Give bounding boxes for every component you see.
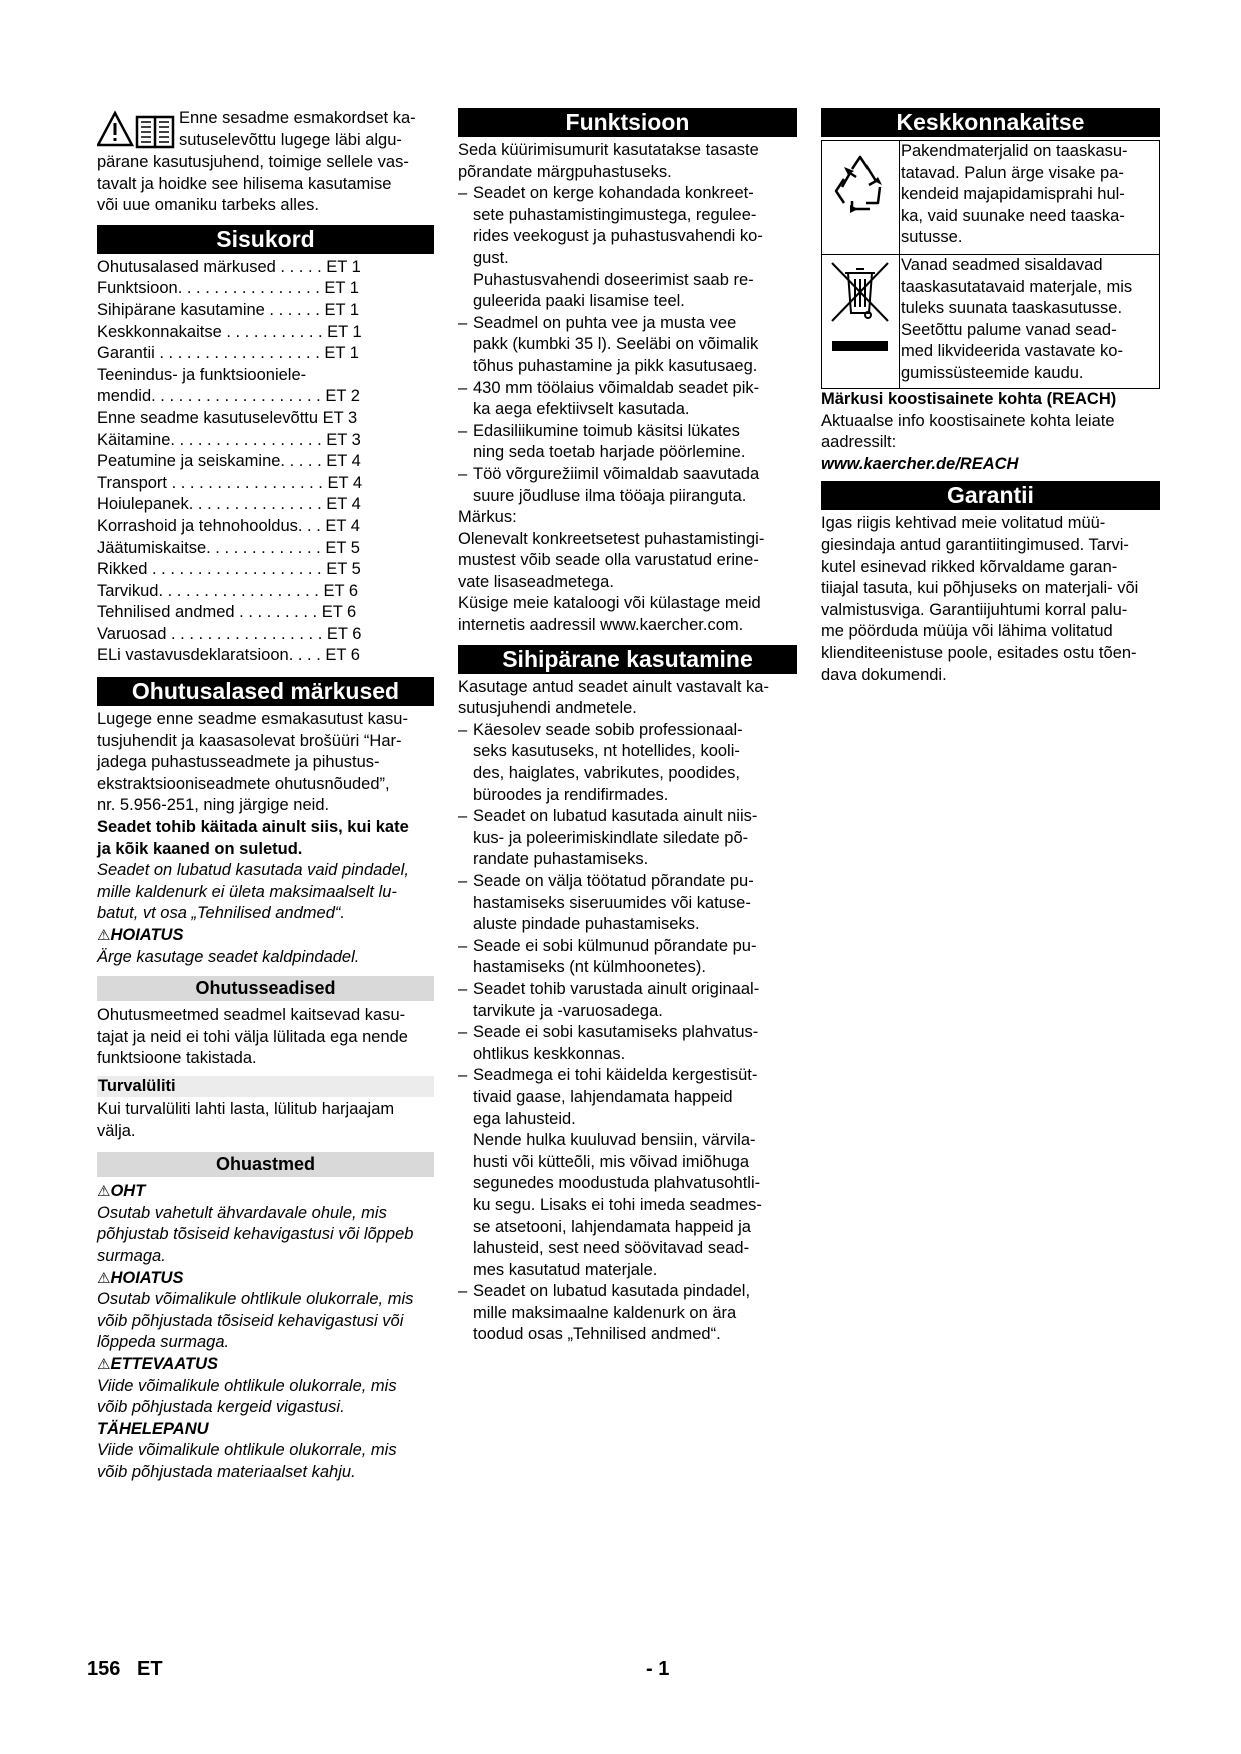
hoiatus2-line: võib põhjustada tõsiseid kehavigastusi või: [97, 1311, 404, 1330]
switch-line: välja.: [97, 1121, 136, 1140]
use-item: – Seade on välja töötatud põrandate pu- hastamiseks siseruumides või katuse- aluste pindade puhastamiseks.: [458, 872, 754, 934]
toc-item[interactable]: ELi vastavusdeklaratsioon. . . . ET 6: [97, 646, 360, 665]
use-item: – Seade ei sobi kasutamiseks plahvatus- ohtlikus keskkonnas.: [458, 1023, 759, 1063]
safety-heading: Ohutusalased märkused: [97, 677, 434, 706]
warning-triangle-icon: ⚠: [97, 1355, 111, 1373]
intro-line: sutuselevõttu lugege läbi algu-: [179, 130, 402, 149]
toc-item[interactable]: Tehnilised andmed . . . . . . . . . ET 6: [97, 603, 357, 622]
toc-item[interactable]: Käitamine. . . . . . . . . . . . . . . . . ET 3: [97, 430, 361, 449]
switch-line: Kui turvalüliti lahti lasta, lülitub harjaajam: [97, 1099, 395, 1118]
env-table: [821, 140, 1160, 389]
hoiatus-text: Ärge kasutage seadet kaldpindadel.: [97, 947, 360, 966]
env-weee-line: tuleks suunata taaskasutusse.: [901, 299, 1123, 318]
page-number-footer: [87, 1658, 163, 1681]
note-line: mustest võib seade olla varustatud erine-: [458, 551, 759, 570]
warranty-heading: Garantii: [821, 481, 1160, 510]
safety-bold-line: ja kõik kaaned on suletud.: [97, 839, 303, 858]
intro-line: Enne sesadme esmakordset ka-: [179, 109, 416, 127]
intro-line: või uue omaniku tarbeks alles.: [97, 196, 319, 215]
function-item: – Edasiliikumine toimub käsitsi lükates ning seda toetab harjade pöörlemine.: [458, 421, 746, 462]
use-item: – Käesolev seade sobib professionaal- seks kasutuseks, nt hotellides, kooli- des, haiglates, vabrikutes, poodides, büroodes ja rendifirmades.: [458, 720, 743, 804]
env-weee-line: med likvideerida vastavate ko-: [901, 342, 1123, 361]
devices-line: funktsioone takistada.: [97, 1049, 257, 1068]
warranty-line: dava dokumendi.: [821, 665, 947, 684]
warning-manual-icon: [97, 110, 177, 150]
language-code: ET: [137, 1658, 163, 1680]
intro-block: [97, 108, 434, 152]
oht-line: Osutab vahetult ähvardavale ohule, mis: [97, 1203, 387, 1222]
function-intro-line: põrandate märgpuhastuseks.: [458, 162, 672, 181]
use-item: – Seadet on lubatud kasutada pindadel, mille maksimaalne kaldenurk on ära toodud osas „Tehnilised andmed“.: [458, 1282, 751, 1344]
note-line: Küsige meie kataloogi või külastage meid: [458, 594, 761, 613]
env-recycle-line: ka, vaid suunake need taaska-: [901, 206, 1125, 225]
warning-triangle-icon: ⚠: [97, 1183, 111, 1201]
env-weee-line: Seetõttu palume vanad sead-: [901, 320, 1117, 339]
tahelepanu-line: võib põhjustada materiaalset kahju.: [97, 1462, 356, 1481]
safety-bold-line: Seadet tohib käitada ainult siis, kui kate: [97, 818, 409, 837]
warranty-line: kutel esinevad rikked kõrvaldame garan-: [821, 557, 1118, 576]
use-item: – Seade ei sobi külmunud põrandate pu- hastamiseks (nt külmhoonetes).: [458, 936, 757, 977]
warning-triangle-icon: ⚠: [97, 927, 111, 944]
devices-heading: Ohutusseadised: [97, 976, 434, 1001]
warranty-line: klienditeenistuse poole, esitades ostu tõen-: [821, 643, 1137, 662]
safety-italic-line: mille kaldenurk ei ületa maksimaalselt lu-: [97, 882, 397, 901]
safety-italic-line: Seadet on lubatud kasutada vaid pindadel,: [97, 861, 409, 880]
toc-item[interactable]: Tarvikud. . . . . . . . . . . . . . . . . . ET 6: [97, 581, 359, 600]
toc-item[interactable]: mendid. . . . . . . . . . . . . . . . . . . ET 2: [97, 387, 360, 406]
toc-item[interactable]: Korrashoid ja tehnohooldus. . . ET 4: [97, 516, 360, 535]
oht-line: surmaga.: [97, 1246, 166, 1265]
reach-link[interactable]: www.kaercher.de/REACH: [821, 454, 1019, 473]
column-left: [97, 108, 434, 1483]
toc-item[interactable]: Funktsioon. . . . . . . . . . . . . . . . ET 1: [97, 279, 359, 298]
function-item: – Seadet on kerge kohandada konkreet- sete puhastamistingimustega, regulee- rides veekogust ja puhastusvahendi ko- gust. Puhastusvahendi doseerimist saab re- guleerida paaki lisamise teel.: [458, 184, 763, 311]
toc-item[interactable]: Hoiulepanek. . . . . . . . . . . . . . . ET 4: [97, 495, 361, 514]
use-intro-line: sutusjuhendi andmetele.: [458, 699, 637, 718]
toc-item[interactable]: Sihipärane kasutamine . . . . . . ET 1: [97, 300, 359, 319]
warranty-line: giesindaja antud garantiitingimused. Tarvi-: [821, 535, 1129, 554]
note-line: vate lisaseadmetega.: [458, 572, 614, 591]
toc-item[interactable]: Transport . . . . . . . . . . . . . . . . . ET 4: [97, 473, 362, 492]
note-line: internetis aadressil www.kaercher.com.: [458, 616, 744, 635]
tahelepanu-label: TÄHELEPANU: [97, 1419, 209, 1438]
safety-line: tusjuhendit ja kaasasolevat brošüüri “Har-: [97, 731, 402, 750]
column-right: [821, 108, 1160, 686]
env-row-weee: [822, 254, 1159, 388]
section-page: - 1: [646, 1658, 670, 1680]
safety-line: jadega puhastusseadmete ja pihustus-: [97, 753, 380, 772]
note-label: Märkus:: [458, 508, 517, 527]
oht-line: põhjustab tõsiseid kehavigastusi või lõppeb: [97, 1225, 414, 1244]
toc-item[interactable]: Teenindus- ja funktsiooniele-: [97, 365, 307, 384]
toc-item[interactable]: Rikked . . . . . . . . . . . . . . . . . . . ET 5: [97, 560, 361, 579]
warranty-line: Igas riigis kehtivad meie volitatud müü-: [821, 514, 1106, 533]
env-heading: Keskkonnakaitse: [821, 108, 1160, 137]
note-line: Olenevalt konkreetsetest puhastamistingi-: [458, 529, 765, 548]
function-intro-line: Seda küürimisumurit kasutatakse tasaste: [458, 141, 759, 159]
env-recycle-line: tatavad. Palun ärge visake pa-: [901, 163, 1124, 182]
reach-heading: Märkusi koostisainete kohta (REACH): [821, 390, 1117, 408]
switch-heading: Turvalüliti: [97, 1076, 434, 1097]
toc-item[interactable]: Peatumine ja seiskamine. . . . . ET 4: [97, 452, 361, 471]
env-weee-line: gumissüsteemide kaudu.: [901, 363, 1084, 382]
hoiatus2-label: ⚠HOIATUS: [97, 1268, 184, 1287]
ettevaatus-label: ⚠ETTEVAATUS: [97, 1354, 219, 1373]
warranty-line: valmistusviga. Garantiijuhtumi korral palu-: [821, 600, 1128, 619]
safety-line: Lugege enne seadme esmakasutust kasu-: [97, 710, 408, 729]
ettevaatus-line: Viide võimalikule ohtlikule olukorrale, mis: [97, 1376, 397, 1395]
use-item: – Seadmega ei tohi käidelda kergestisüt- tivaid gaase, lahjendamata happeid ega lahusteid. Nende hulka kuuluvad bensiin, värvila- husti või kütteõli, mis võivad imiõhuga segunedes moodustuda plahvatusohtli- ku segu. Lisaks ei tohi imeda seadmes- se atsetooni, lahjendamata happeid ja lahusteid, sest need söövitavad sead- mes kasutatud materjale.: [458, 1066, 762, 1279]
column-middle: [458, 108, 797, 1346]
hoiatus2-line: lõppeda surmaga.: [97, 1333, 230, 1352]
symbols-heading: Ohuastmed: [97, 1152, 434, 1177]
recycle-icon: [822, 141, 900, 254]
safety-line: ekstraktsiooniseadmete ohutusnõuded”,: [97, 774, 390, 793]
env-recycle-line: sutusse.: [901, 228, 963, 247]
toc-item[interactable]: Varuosad . . . . . . . . . . . . . . . . . ET 6: [97, 624, 362, 643]
table-of-contents: [97, 257, 434, 667]
toc-item[interactable]: Enne seadme kasutuselevõttu ET 3: [97, 408, 358, 427]
intro-line: tavalt ja hoidke see hilisema kasutamise: [97, 174, 392, 193]
function-item: – Töö võrgurežiimil võimaldab saavutada suure jõudluse ilma tööaja piiranguta.: [458, 464, 760, 505]
hoiatus2-line: Osutab võimalikule ohtlikule olukorrale, mis: [97, 1290, 414, 1309]
tahelepanu-line: Viide võimalikule ohtlikule olukorrale, mis: [97, 1441, 397, 1460]
safety-line: nr. 5.956-251, ning järgige neid.: [97, 796, 330, 815]
warranty-line: me pöörduda müüja või lähima volitatud: [821, 622, 1113, 641]
use-heading: Sihipärane kasutamine: [458, 645, 797, 674]
function-item: – 430 mm töölaius võimaldab seadet pik- ka aega efektiivselt kasutada.: [458, 378, 760, 419]
devices-line: Ohutusmeetmed seadmel kaitsevad kasu-: [97, 1006, 406, 1025]
use-item: – Seadet tohib varustada ainult originaal- tarvikute ja -varuosadega.: [458, 979, 760, 1020]
reach-line: aadressilt:: [821, 433, 897, 452]
hoiatus-label: ⚠HOIATUS: [97, 926, 184, 944]
intro-line: pärane kasutusjuhend, toimige sellele vas-: [97, 153, 409, 171]
env-recycle-line: kendeid majapidamisprahi hul-: [901, 185, 1125, 204]
toc-item[interactable]: Ohutusalased märkused . . . . . ET 1: [97, 257, 361, 276]
toc-item[interactable]: Keskkonnakaitse . . . . . . . . . . . ET 1: [97, 322, 362, 341]
use-intro-line: Kasutage antud seadet ainult vastavalt ka-: [458, 677, 769, 696]
safety-italic-line: batut, vt osa „Tehnilised andmed“.: [97, 904, 345, 923]
page-number: 156: [87, 1658, 121, 1680]
toc-heading: Sisukord: [97, 225, 434, 254]
env-recycle-line: Pakendmaterjalid on taaskasu-: [901, 142, 1128, 160]
warning-triangle-icon: ⚠: [97, 1269, 111, 1287]
ettevaatus-line: võib põhjustada kergeid vigastusi.: [97, 1398, 345, 1417]
function-heading: Funktsioon: [458, 108, 797, 137]
devices-line: tajat ja neid ei tohi välja lülitada ega nende: [97, 1027, 408, 1046]
env-row-recycle: [822, 141, 1159, 254]
oht-label: ⚠OHT: [97, 1182, 146, 1201]
toc-item[interactable]: Garantii . . . . . . . . . . . . . . . . . . ET 1: [97, 344, 359, 363]
use-item: – Seadet on lubatud kasutada ainult niis- kus- ja poleerimiskindlate siledate põ- randate puhastamiseks.: [458, 807, 758, 869]
env-weee-line: taaskasutatavaid materjale, mis: [901, 277, 1133, 296]
env-weee-line: Vanad seadmed sisaldavad: [901, 256, 1103, 274]
warranty-line: tiiajal tasuta, kui põhjuseks on materjali- või: [821, 579, 1139, 598]
crossed-bin-icon: [822, 255, 900, 388]
toc-item[interactable]: Jäätumiskaitse. . . . . . . . . . . . . ET 5: [97, 538, 360, 557]
reach-line: Aktuaalse info koostisainete kohta leiate: [821, 411, 1115, 430]
function-item: – Seadmel on puhta vee ja musta vee pakk (kumbki 35 l). Seeläbi on võimalik tõhus puhastamine ja pikk kasutusaeg.: [458, 313, 759, 375]
